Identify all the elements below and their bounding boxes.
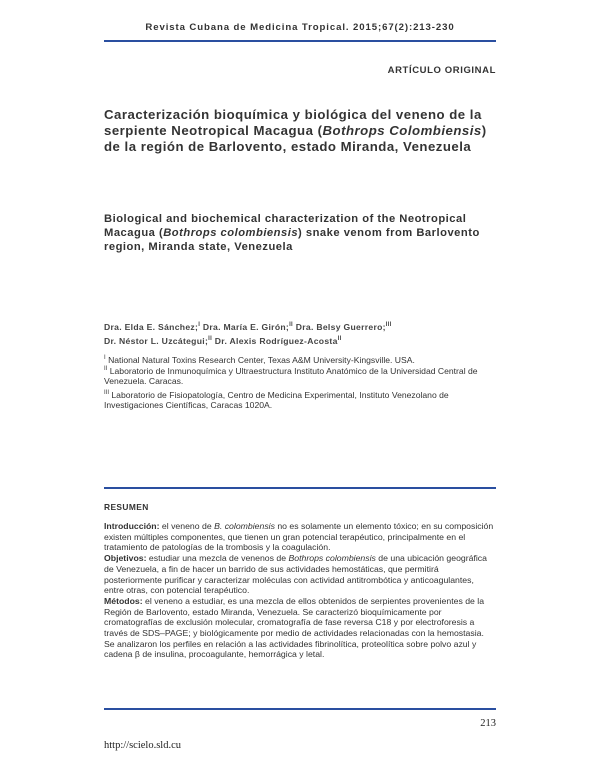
author-4: Dr. Néstor L. Uzcátegui; (104, 336, 209, 347)
author-3: Dra. Belsy Guerrero; (295, 321, 386, 332)
author-5: Dr. Alexis Rodríguez-Acosta (214, 336, 338, 347)
footer-rule (104, 708, 496, 710)
author-1: Dra. Elda E. Sánchez; (104, 321, 199, 332)
journal-header: Revista Cubana de Medicina Tropical. 2015;67(2):213-230 (145, 22, 455, 33)
section-label: ARTÍCULO ORIGINAL (387, 65, 496, 76)
title-species-en: Bothrops colombiensis (163, 226, 299, 239)
footer-url[interactable]: http://scielo.sld.cu (104, 740, 181, 751)
page-number: 213 (480, 718, 496, 729)
title-spanish: Caracterización bioquímica y biológica del veneno de la serpiente Neotropical Macagua (Bothrops Colombiensis) de la región de Barlovento, estado Miranda, Venezuela (104, 107, 487, 154)
abstract-top-rule (104, 487, 496, 489)
title-species-es: Bothrops Colombiensis (322, 122, 482, 138)
affiliation-2: $^{II}$ Laboratorio de Inmunoquímica y Ultraestructura Instituto Anatómico de la Universidad Central de Venezuela. Caracas. (104, 365, 478, 387)
abstract-body (104, 521, 496, 660)
author-list: Dra. Elda E. Sánchez;$^I$ Dra. María E. Girón;$^{II}$ Dra. Belsy Guerrero;$^{III}$ Dr. Néstor L. Uzcátegui;$^{II}$ Dr. Alexis Rodríguez-Acosta$^{II}$ (104, 321, 392, 347)
affiliation-3: $^{III}$ Laboratorio de Fisiopatología, Centro de Medicina Experimental, Instituto Venezolano de Investigaciones Científicas, Caracas 1020A. (104, 389, 449, 411)
abstract-introduction: Introducción: el veneno de B. colombiensis no es solamente un elemento tóxico; en su composición existen múltiples componentes, que tienen un gran potencial terapéutico, principalmente en el tratamiento de patologías de la trombosis y la coagulación. (104, 521, 494, 553)
affiliation-1: $^I$ National Natural Toxins Research Center, Texas A&M University-Kingsville. USA. (104, 354, 415, 365)
abstract-methods: Métodos: el veneno a estudiar, es una mezcla de ellos obtenidos de serpientes provenientes de la Región de Barlovento, estado Miranda, Venezuela. Se caracterizó bioquímicamente por cromatografías de exclusión molecular, cromatografía de fase reversa C18 y por electroforesis a través de SDS–PAGE; y biológicamente por medio de actividades relacionadas con la hemostasia. Se analizaron los perfiles en relación a las actividades fibrinolítica, proteolítica sobre polvo azul y cadena β de insulina, procoagulante, hemorrágica y letal. (104, 595, 485, 660)
abstract-heading: RESUMEN (104, 502, 149, 512)
title-english: Biological and biochemical characterization of the Neotropical Macagua (Bothrops colombiensis) snake venom from Barlovento region, Miranda state, Venezuela (104, 213, 480, 253)
abstract-objectives: Objetivos: estudiar una mezcla de venenos de Bothrops colombiensis de una ubicación geográfica de Venezuela, a fin de hacer un barrido de sus actividades hemostáticas, que permitirá posteriormente purificar y caracterizar moléculas con actividad antitrombótica y anticoagulantes, entre otras, con potencial terapéutico. (104, 553, 487, 596)
header-rule (104, 40, 496, 42)
author-2: Dra. María E. Girón; (202, 321, 290, 332)
